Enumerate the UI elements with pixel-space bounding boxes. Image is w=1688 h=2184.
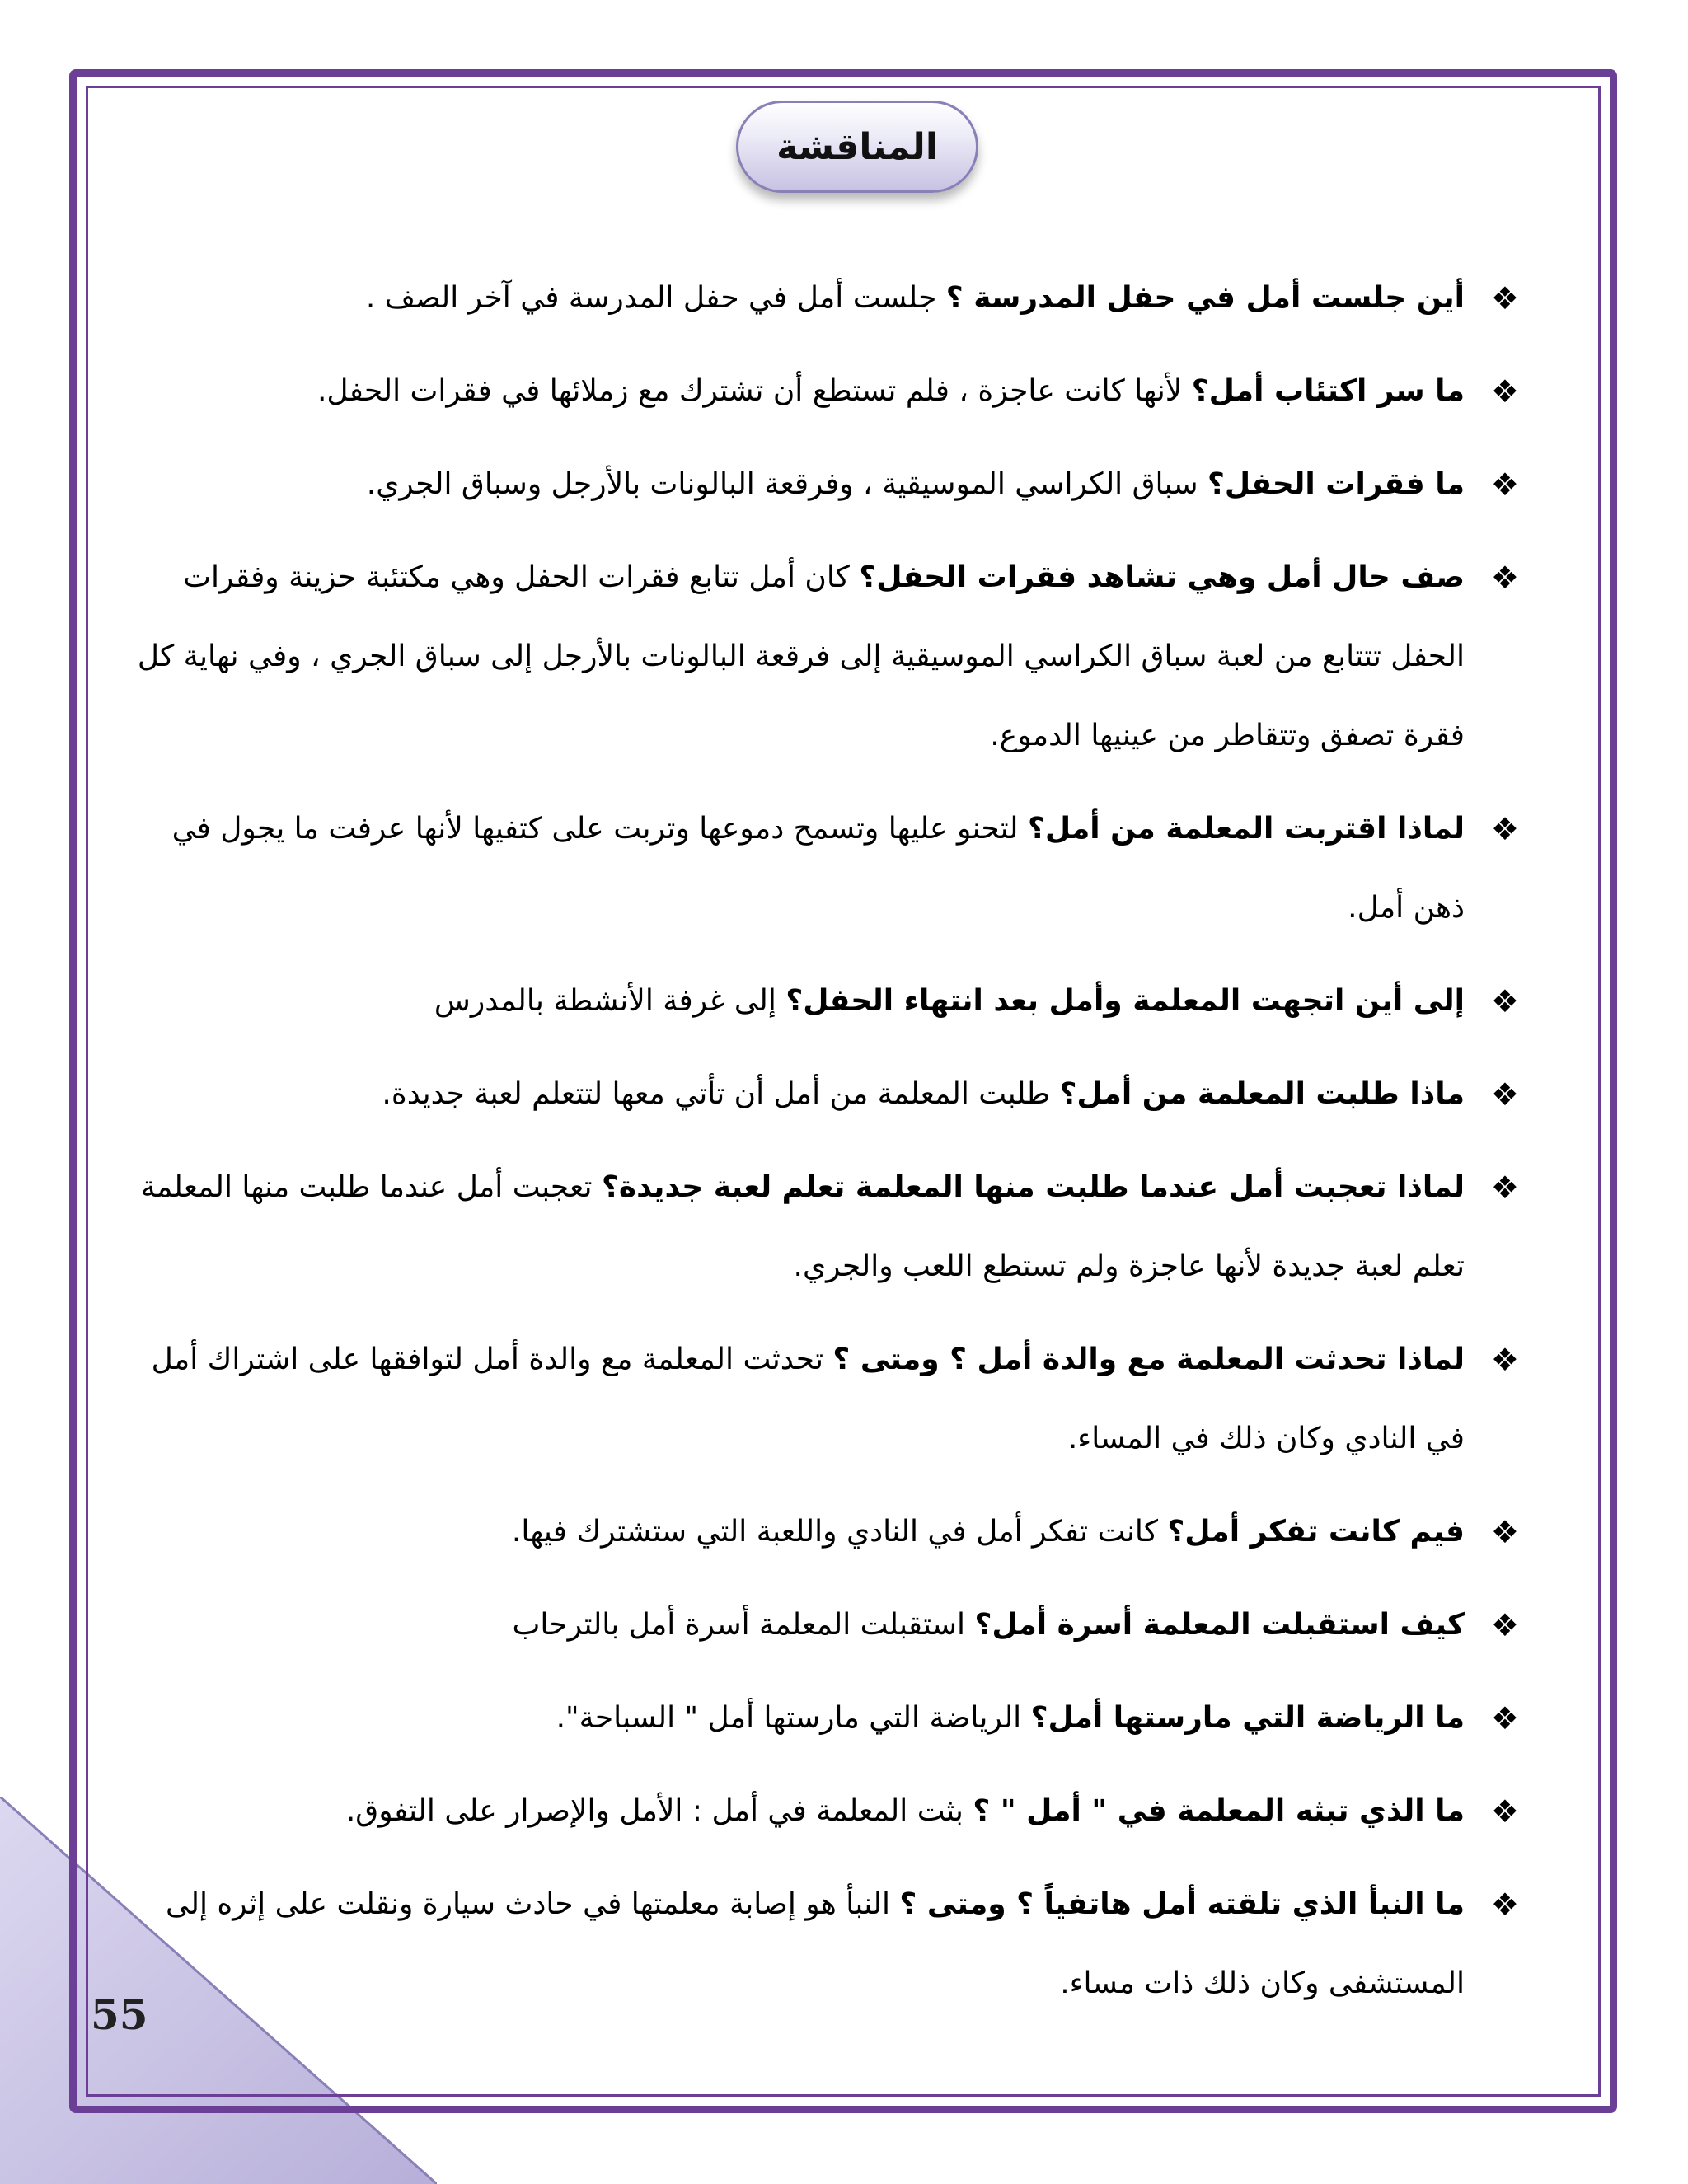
answer-text: لتحنو عليها وتسمح دموعها وتربت على كتفيها لأنها عرفت ما يجول في ذهن أمل. [171, 812, 1465, 925]
discussion-item [115, 1055, 1522, 1134]
answer-text: تحدثت المعلمة مع والدة أمل لتوافقها على اشتراك أمل في النادي وكان ذلك في المساء. [151, 1343, 1465, 1455]
bullet-icon: ❖ [1490, 280, 1519, 316]
bullet-icon: ❖ [1490, 811, 1519, 847]
answer-text: النبأ هو إصابة معلمتها في حادث سيارة ونقلت على إثره إلى المستشفى وكان ذلك ذات مساء. [166, 1887, 1465, 2000]
question-text: لماذا تعجبت أمل عندما طلبت منها المعلمة تعلم لعبة جديدة؟ [602, 1170, 1465, 1204]
question-text: فيم كانت تفكر أمل؟ [1167, 1515, 1465, 1549]
section-title: المناقشة [736, 101, 978, 193]
answer-text: كان أمل تتابع فقرات الحفل وهي مكتئبة حزينة وفقرات الحفل تتتابع من لعبة سباق الكراسي الموسيقية إلى فرقعة البالونات بالأرجل إلى سباق الجري ، وفي نهاية كل فقرة تصفق وتتقاطر من عينيها الدموع. [137, 560, 1465, 752]
question-text: ما الذي تبثه المعلمة في " أمل " ؟ [973, 1794, 1465, 1828]
answer-text: جلست أمل في حفل المدرسة في آخر الصف . [365, 281, 946, 315]
bullet-icon: ❖ [1490, 1169, 1519, 1206]
question-text: صف حال أمل وهي تشاهد فقرات الحفل؟ [859, 560, 1465, 594]
bullet-icon: ❖ [1490, 1886, 1519, 1923]
discussion-item [115, 962, 1522, 1041]
discussion-item [115, 1586, 1522, 1665]
answer-text: إلى غرفة الأنشطة بالمدرس [434, 984, 786, 1018]
answer-text: سباق الكراسي الموسيقية ، وفرقعة البالونات بالأرجل وسباق الجري. [366, 467, 1207, 501]
discussion-list [115, 259, 1522, 2037]
bullet-icon: ❖ [1490, 1342, 1519, 1378]
question-text: ماذا طلبت المعلمة من أمل؟ [1059, 1077, 1465, 1111]
question-text: لماذا تحدثت المعلمة مع والدة أمل ؟ ومتى ؟ [832, 1343, 1465, 1376]
question-text: أين جلست أمل في حفل المدرسة ؟ [945, 281, 1465, 315]
discussion-item [115, 1865, 1522, 2023]
answer-text: كانت تفكر أمل في النادي واللعبة التي ستشترك فيها. [511, 1515, 1168, 1549]
question-text: كيف استقبلت المعلمة أسرة أمل؟ [974, 1608, 1465, 1642]
bullet-icon: ❖ [1490, 373, 1519, 410]
question-text: لماذا اقتربت المعلمة من أمل؟ [1027, 812, 1465, 846]
discussion-item [115, 259, 1522, 338]
discussion-item [115, 1493, 1522, 1572]
answer-text: بثت المعلمة في أمل : الأمل والإصرار على التفوق. [345, 1794, 973, 1828]
bullet-icon: ❖ [1490, 1076, 1519, 1113]
discussion-item [115, 1148, 1522, 1306]
bullet-icon: ❖ [1490, 983, 1519, 1019]
discussion-item [115, 352, 1522, 431]
bullet-icon: ❖ [1490, 1793, 1519, 1830]
answer-text: تعجبت أمل عندما طلبت منها المعلمة تعلم لعبة جديدة لأنها عاجزة ولم تستطع اللعب والجري. [140, 1170, 1465, 1283]
discussion-item [115, 1679, 1522, 1758]
bullet-icon: ❖ [1490, 1607, 1519, 1643]
question-text: إلى أين اتجهت المعلمة وأمل بعد انتهاء الحفل؟ [785, 984, 1465, 1018]
discussion-item [115, 445, 1522, 524]
bullet-icon: ❖ [1490, 1700, 1519, 1736]
bullet-icon: ❖ [1490, 466, 1519, 503]
discussion-item [115, 1320, 1522, 1479]
discussion-item [115, 538, 1522, 776]
answer-text: استقبلت المعلمة أسرة أمل بالترحاب [512, 1608, 975, 1642]
bullet-icon: ❖ [1490, 1514, 1519, 1550]
question-text: ما الرياضة التي مارستها أمل؟ [1030, 1701, 1465, 1735]
question-text: ما فقرات الحفل؟ [1207, 467, 1465, 501]
page-number: 55 [91, 1990, 148, 2039]
discussion-item [115, 790, 1522, 948]
answer-text: الرياضة التي مارستها أمل " السباحة". [556, 1701, 1031, 1735]
discussion-item [115, 1772, 1522, 1851]
answer-text: طلبت المعلمة من أمل أن تأتي معها لتتعلم لعبة جديدة. [382, 1077, 1060, 1111]
bullet-icon: ❖ [1490, 560, 1519, 596]
answer-text: لأنها كانت عاجزة ، فلم تستطع أن تشترك مع زملائها في فقرات الحفل. [316, 374, 1192, 408]
question-text: ما سر اكتئاب أمل؟ [1191, 374, 1465, 408]
question-text: ما النبأ الذي تلقته أمل هاتفياً ؟ ومتى ؟ [899, 1887, 1465, 1921]
